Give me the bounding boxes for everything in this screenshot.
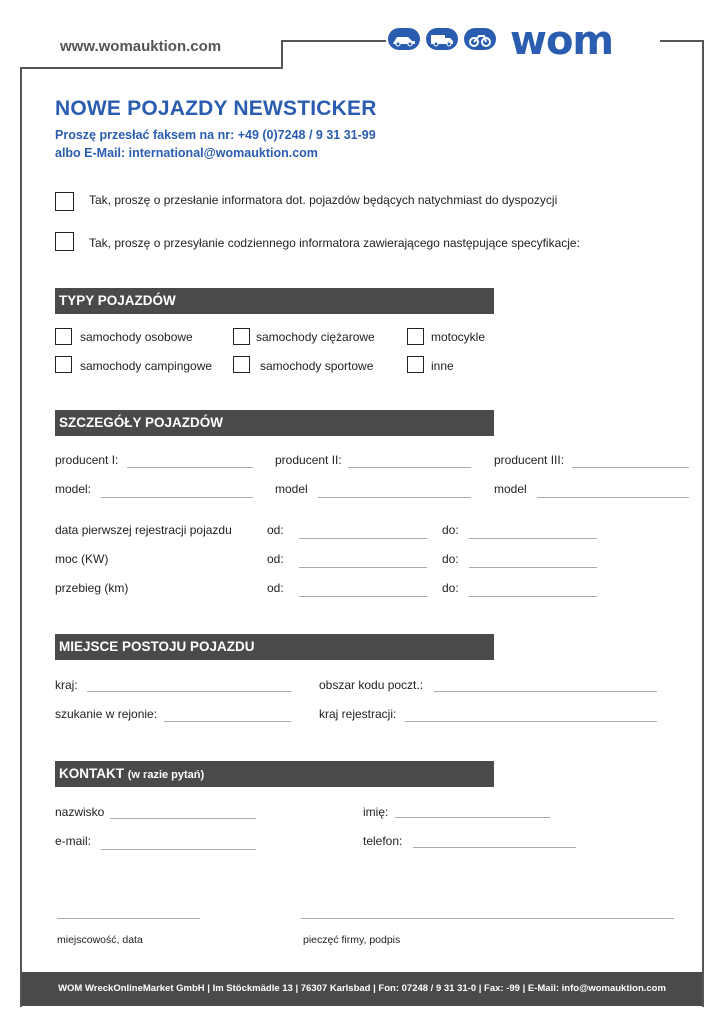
power-from-label: od: (267, 552, 284, 566)
mileage-from-label: od: (267, 581, 284, 595)
first-registration-to-field[interactable] (469, 538, 597, 539)
section-title: KONTAKT (59, 766, 124, 781)
frame-left (20, 67, 22, 1007)
section-note: (w razie pytań) (127, 769, 205, 781)
producer-3-field[interactable] (572, 467, 689, 468)
section-location-heading (55, 634, 494, 660)
mileage-label: przebieg (km) (55, 581, 129, 595)
email-label: e-mail: (55, 834, 92, 848)
frame-top-right (660, 40, 704, 42)
country-label: kraj: (55, 678, 78, 692)
model-3-field[interactable] (537, 497, 689, 498)
type-checkbox-trucks[interactable] (233, 328, 250, 345)
first-registration-from-field[interactable] (299, 538, 427, 539)
power-to-label: do: (442, 552, 459, 566)
type-checkbox-sports[interactable] (233, 356, 250, 373)
option-daily-label: Tak, proszę o przesyłanie codziennego informatora zawierającego następujące specyfikacje: (89, 236, 580, 250)
website-url: www.womauktion.com (60, 38, 222, 55)
model-1-field[interactable] (101, 497, 253, 498)
country-field[interactable] (87, 691, 291, 692)
type-label-other: inne (431, 359, 454, 373)
car-icon (388, 28, 420, 50)
type-checkbox-other[interactable] (407, 356, 424, 373)
registration-country-field[interactable] (405, 721, 657, 722)
first-registration-from-label: od: (267, 523, 284, 537)
section-vehicle-details-heading (55, 410, 494, 436)
first-registration-to-label: do: (442, 523, 459, 537)
mileage-from-field[interactable] (299, 596, 427, 597)
section-contact-heading (55, 761, 494, 787)
model-3-label: model (494, 482, 527, 496)
stamp-signature-field[interactable] (301, 918, 674, 919)
section-title: MIEJSCE POSTOJU POJAZDU (59, 639, 255, 654)
email-field[interactable] (101, 849, 256, 850)
frame-right (702, 40, 704, 1007)
phone-field[interactable] (413, 847, 576, 848)
type-label-motorcycles: motocykle (431, 330, 486, 344)
producer-2-label: producent II: (275, 453, 342, 467)
motorcycle-icon (464, 28, 496, 50)
type-label-sports: samochody sportowe (260, 359, 374, 373)
type-checkbox-cars[interactable] (55, 328, 72, 345)
producer-1-field[interactable] (127, 467, 253, 468)
registration-country-label: kraj rejestracji: (319, 707, 397, 721)
producer-1-label: producent I: (55, 453, 119, 467)
model-2-label: model (275, 482, 308, 496)
mileage-to-field[interactable] (469, 596, 597, 597)
frame-step (281, 40, 283, 69)
option-immediate-checkbox[interactable] (55, 192, 74, 211)
first-name-field[interactable] (395, 817, 550, 818)
power-to-field[interactable] (469, 567, 597, 568)
postal-area-field[interactable] (434, 691, 657, 692)
first-name-label: imię: (363, 805, 389, 819)
type-label-trucks: samochody ciężarowe (256, 330, 375, 344)
stamp-signature-label: pieczęć firmy, podpis (303, 934, 401, 946)
type-checkbox-motorcycles[interactable] (407, 328, 424, 345)
place-date-label: miejscowość, data (57, 934, 143, 946)
type-label-campers: samochody campingowe (80, 359, 213, 373)
power-label: moc (KW) (55, 552, 109, 566)
page-title: NOWE POJAZDY NEWSTICKER (55, 97, 377, 120)
truck-icon (426, 28, 458, 50)
first-registration-label: data pierwszej rejestracji pojazdu (55, 523, 232, 537)
section-vehicle-types-heading (55, 288, 494, 314)
postal-area-label: obszar kodu poczt.: (319, 678, 424, 692)
power-from-field[interactable] (299, 567, 427, 568)
frame-top-mid (281, 40, 386, 42)
search-region-field[interactable] (164, 721, 291, 722)
type-checkbox-campers[interactable] (55, 356, 72, 373)
logo-text: wom (510, 18, 614, 64)
logo (388, 26, 508, 56)
model-2-field[interactable] (318, 497, 471, 498)
phone-label: telefon: (363, 834, 403, 848)
option-daily-checkbox[interactable] (55, 232, 74, 251)
surname-field[interactable] (110, 818, 256, 819)
surname-label: nazwisko (55, 805, 105, 819)
search-region-label: szukanie w rejonie: (55, 707, 158, 721)
mileage-to-label: do: (442, 581, 459, 595)
type-label-cars: samochody osobowe (80, 330, 193, 344)
frame-top-left (22, 67, 282, 69)
option-immediate-label: Tak, proszę o przesłanie informatora dot. pojazdów będących natychmiast do dyspozycji (89, 193, 558, 207)
place-date-field[interactable] (57, 918, 200, 919)
section-title: TYPY POJAZDÓW (59, 293, 176, 308)
section-title: SZCZEGÓŁY POJAZDÓW (59, 415, 224, 430)
producer-3-label: producent III: (494, 453, 565, 467)
email-line: albo E-Mail: international@womauktion.com (55, 146, 318, 160)
model-1-label: model: (55, 482, 92, 496)
fax-line: Proszę przesłać faksem na nr: +49 (0)7248 / 9 31 31-99 (55, 128, 376, 142)
producer-2-field[interactable] (348, 467, 471, 468)
footer-company-info: WOM WreckOnlineMarket GmbH | Im Stöckmädle 13 | 76307 Karlsbad | Fon: 07248 / 9 31 31-0 | Fax: -99 | E-Mail: info@womauktion.com (22, 972, 702, 1006)
